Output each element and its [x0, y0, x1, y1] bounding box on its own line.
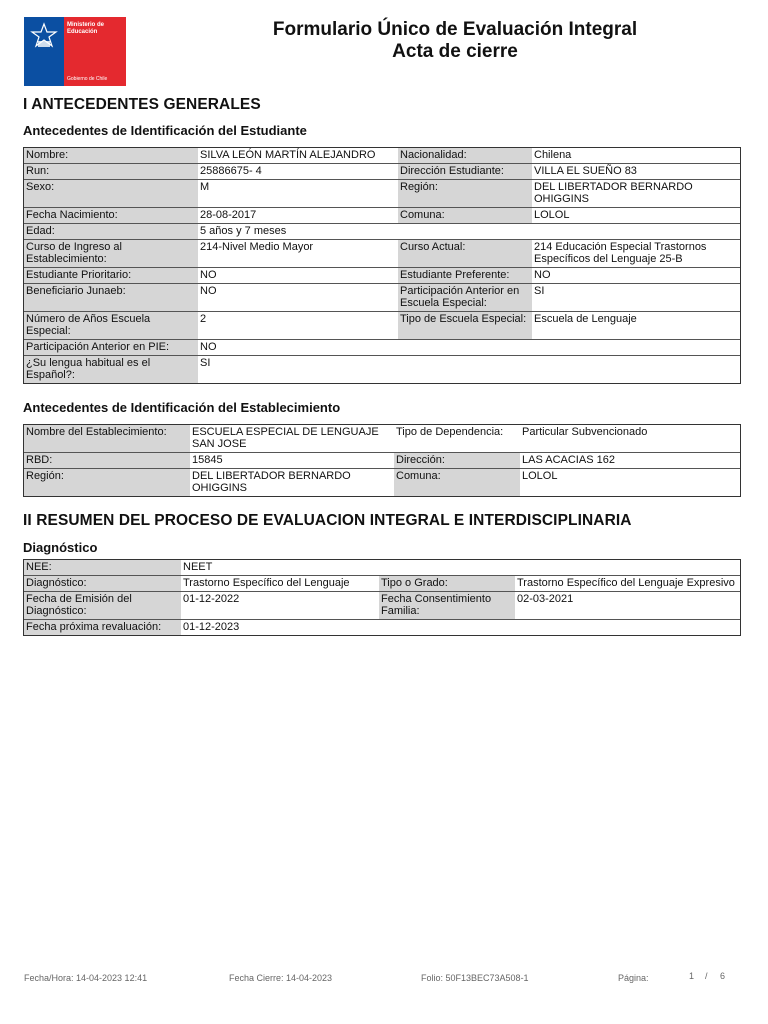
footer-folio: Folio: 50F13BEC73A508-1	[421, 973, 529, 983]
section2-heading: II RESUMEN DEL PROCESO DE EVALUACION INTEGRAL E INTERDISCIPLINARIA	[23, 512, 632, 529]
table-row	[24, 575, 740, 591]
field-label: Diagnóstico:	[24, 575, 181, 591]
field-label: Fecha Consentimiento Familia:	[379, 591, 515, 619]
logo-line2: Educación	[67, 29, 98, 35]
table-row	[24, 619, 740, 635]
school-rbd: 15845	[190, 452, 394, 468]
field-label: Comuna:	[398, 207, 532, 223]
diag-next-reevaluation: 01-12-2023	[181, 619, 740, 635]
field-label: Región:	[398, 179, 532, 207]
ministerio-logo	[24, 17, 126, 86]
field-label: Tipo de Dependencia:	[394, 425, 520, 452]
school-name: ESCUELA ESPECIAL DE LENGUAJE SAN JOSE	[190, 425, 394, 452]
student-table	[23, 147, 741, 384]
school-dependency: Particular Subvencionado	[520, 425, 740, 452]
footer-close-date: Fecha Cierre: 14-04-2023	[229, 973, 333, 983]
student-age: 5 años y 7 meses	[198, 223, 740, 239]
table-row	[24, 468, 740, 496]
student-nationality: Chilena	[532, 148, 740, 163]
student-language: SI	[198, 355, 740, 383]
school-heading: Antecedentes de Identificación del Establecimiento	[23, 400, 341, 415]
table-row	[24, 452, 740, 468]
field-label: Estudiante Preferente:	[398, 267, 532, 283]
school-table	[23, 424, 741, 497]
table-row	[24, 560, 740, 575]
field-label: Nombre:	[24, 148, 198, 163]
footer-page-total: 6	[720, 971, 726, 981]
field-label: Tipo o Grado:	[379, 575, 515, 591]
diag-consent-date: 02-03-2021	[515, 591, 740, 619]
footer-page-current: 1	[689, 971, 695, 981]
field-label: Beneficiario Junaeb:	[24, 283, 198, 311]
field-label: Dirección:	[394, 452, 520, 468]
field-label: Número de Años Escuela Especial:	[24, 311, 198, 339]
student-region: DEL LIBERTADOR BERNARDO OHIGGINS	[532, 179, 740, 207]
student-special-school-years: 2	[198, 311, 398, 339]
field-label: Fecha próxima revaluación:	[24, 619, 181, 635]
logo-line1: Ministerio de	[67, 22, 105, 28]
student-priority: NO	[198, 267, 398, 283]
student-heading: Antecedentes de Identificación del Estudiante	[23, 123, 307, 138]
student-name: SILVA LEÓN MARTÍN ALEJANDRO	[198, 148, 398, 163]
student-junaeb: NO	[198, 283, 398, 311]
table-row	[24, 311, 740, 339]
logo-red-panel	[64, 17, 126, 86]
field-label: Run:	[24, 163, 198, 179]
student-run: 25886675- 4	[198, 163, 398, 179]
table-row	[24, 355, 740, 383]
field-label: Tipo de Escuela Especial:	[398, 311, 532, 339]
table-row	[24, 163, 740, 179]
footer-datetime: Fecha/Hora: 14-04-2023 12:41	[24, 973, 148, 983]
field-label: Estudiante Prioritario:	[24, 267, 198, 283]
student-preferred: NO	[532, 267, 740, 283]
table-row	[24, 425, 740, 452]
field-label: Curso de Ingreso al Establecimiento:	[24, 239, 198, 267]
field-label: Región:	[24, 468, 190, 496]
diag-type: Trastorno Específico del Lenguaje Expresivo	[515, 575, 740, 591]
field-label: Nacionalidad:	[398, 148, 532, 163]
student-birthdate: 28-08-2017	[198, 207, 398, 223]
document-title: Formulario Único de Evaluación Integral	[272, 19, 638, 40]
footer-page-separator: /	[705, 971, 708, 981]
student-sex: M	[198, 179, 398, 207]
school-address: LAS ACACIAS 162	[520, 452, 740, 468]
student-prior-special-school: SI	[532, 283, 740, 311]
table-row	[24, 148, 740, 163]
field-label: ¿Su lengua habitual es el Español?:	[24, 355, 198, 383]
table-row	[24, 207, 740, 223]
logo-gov: Gobierno de Chile	[67, 76, 108, 82]
field-label: Nombre del Establecimiento:	[24, 425, 190, 452]
field-label: Participación Anterior en Escuela Especial:	[398, 283, 532, 311]
student-special-school-type: Escuela de Lenguaje	[532, 311, 740, 339]
table-row	[24, 239, 740, 267]
diag-issue-date: 01-12-2022	[181, 591, 379, 619]
field-label: Fecha Nacimiento:	[24, 207, 198, 223]
field-label: Comuna:	[394, 468, 520, 496]
student-address: VILLA EL SUEÑO 83	[532, 163, 740, 179]
table-row	[24, 267, 740, 283]
field-label: RBD:	[24, 452, 190, 468]
field-label: Dirección Estudiante:	[398, 163, 532, 179]
field-label: Participación Anterior en PIE:	[24, 339, 198, 355]
footer-page-label: Página:	[618, 973, 649, 983]
field-label: NEE:	[24, 560, 181, 575]
diag-nee: NEET	[181, 560, 740, 575]
student-entry-course: 214-Nivel Medio Mayor	[198, 239, 398, 267]
field-label: Fecha de Emisión del Diagnóstico:	[24, 591, 181, 619]
table-row	[24, 339, 740, 355]
table-row	[24, 591, 740, 619]
table-row	[24, 283, 740, 311]
school-region: DEL LIBERTADOR BERNARDO OHIGGINS	[190, 468, 394, 496]
field-label: Sexo:	[24, 179, 198, 207]
diagnosis-table	[23, 559, 741, 636]
coat-of-arms-icon	[29, 21, 59, 51]
field-label: Curso Actual:	[398, 239, 532, 267]
table-row	[24, 179, 740, 207]
student-current-course: 214 Educación Especial Trastornos Específicos del Lenguaje 25-B	[532, 239, 740, 267]
logo-blue-panel	[24, 17, 64, 86]
field-label: Edad:	[24, 223, 198, 239]
document-subtitle: Acta de cierre	[392, 41, 518, 62]
section1-heading: I ANTECEDENTES GENERALES	[23, 96, 261, 113]
diagnosis-heading: Diagnóstico	[23, 540, 98, 555]
student-comuna: LOLOL	[532, 207, 740, 223]
student-prior-pie: NO	[198, 339, 740, 355]
table-row	[24, 223, 740, 239]
school-comuna: LOLOL	[520, 468, 740, 496]
diag-diagnosis: Trastorno Específico del Lenguaje	[181, 575, 379, 591]
